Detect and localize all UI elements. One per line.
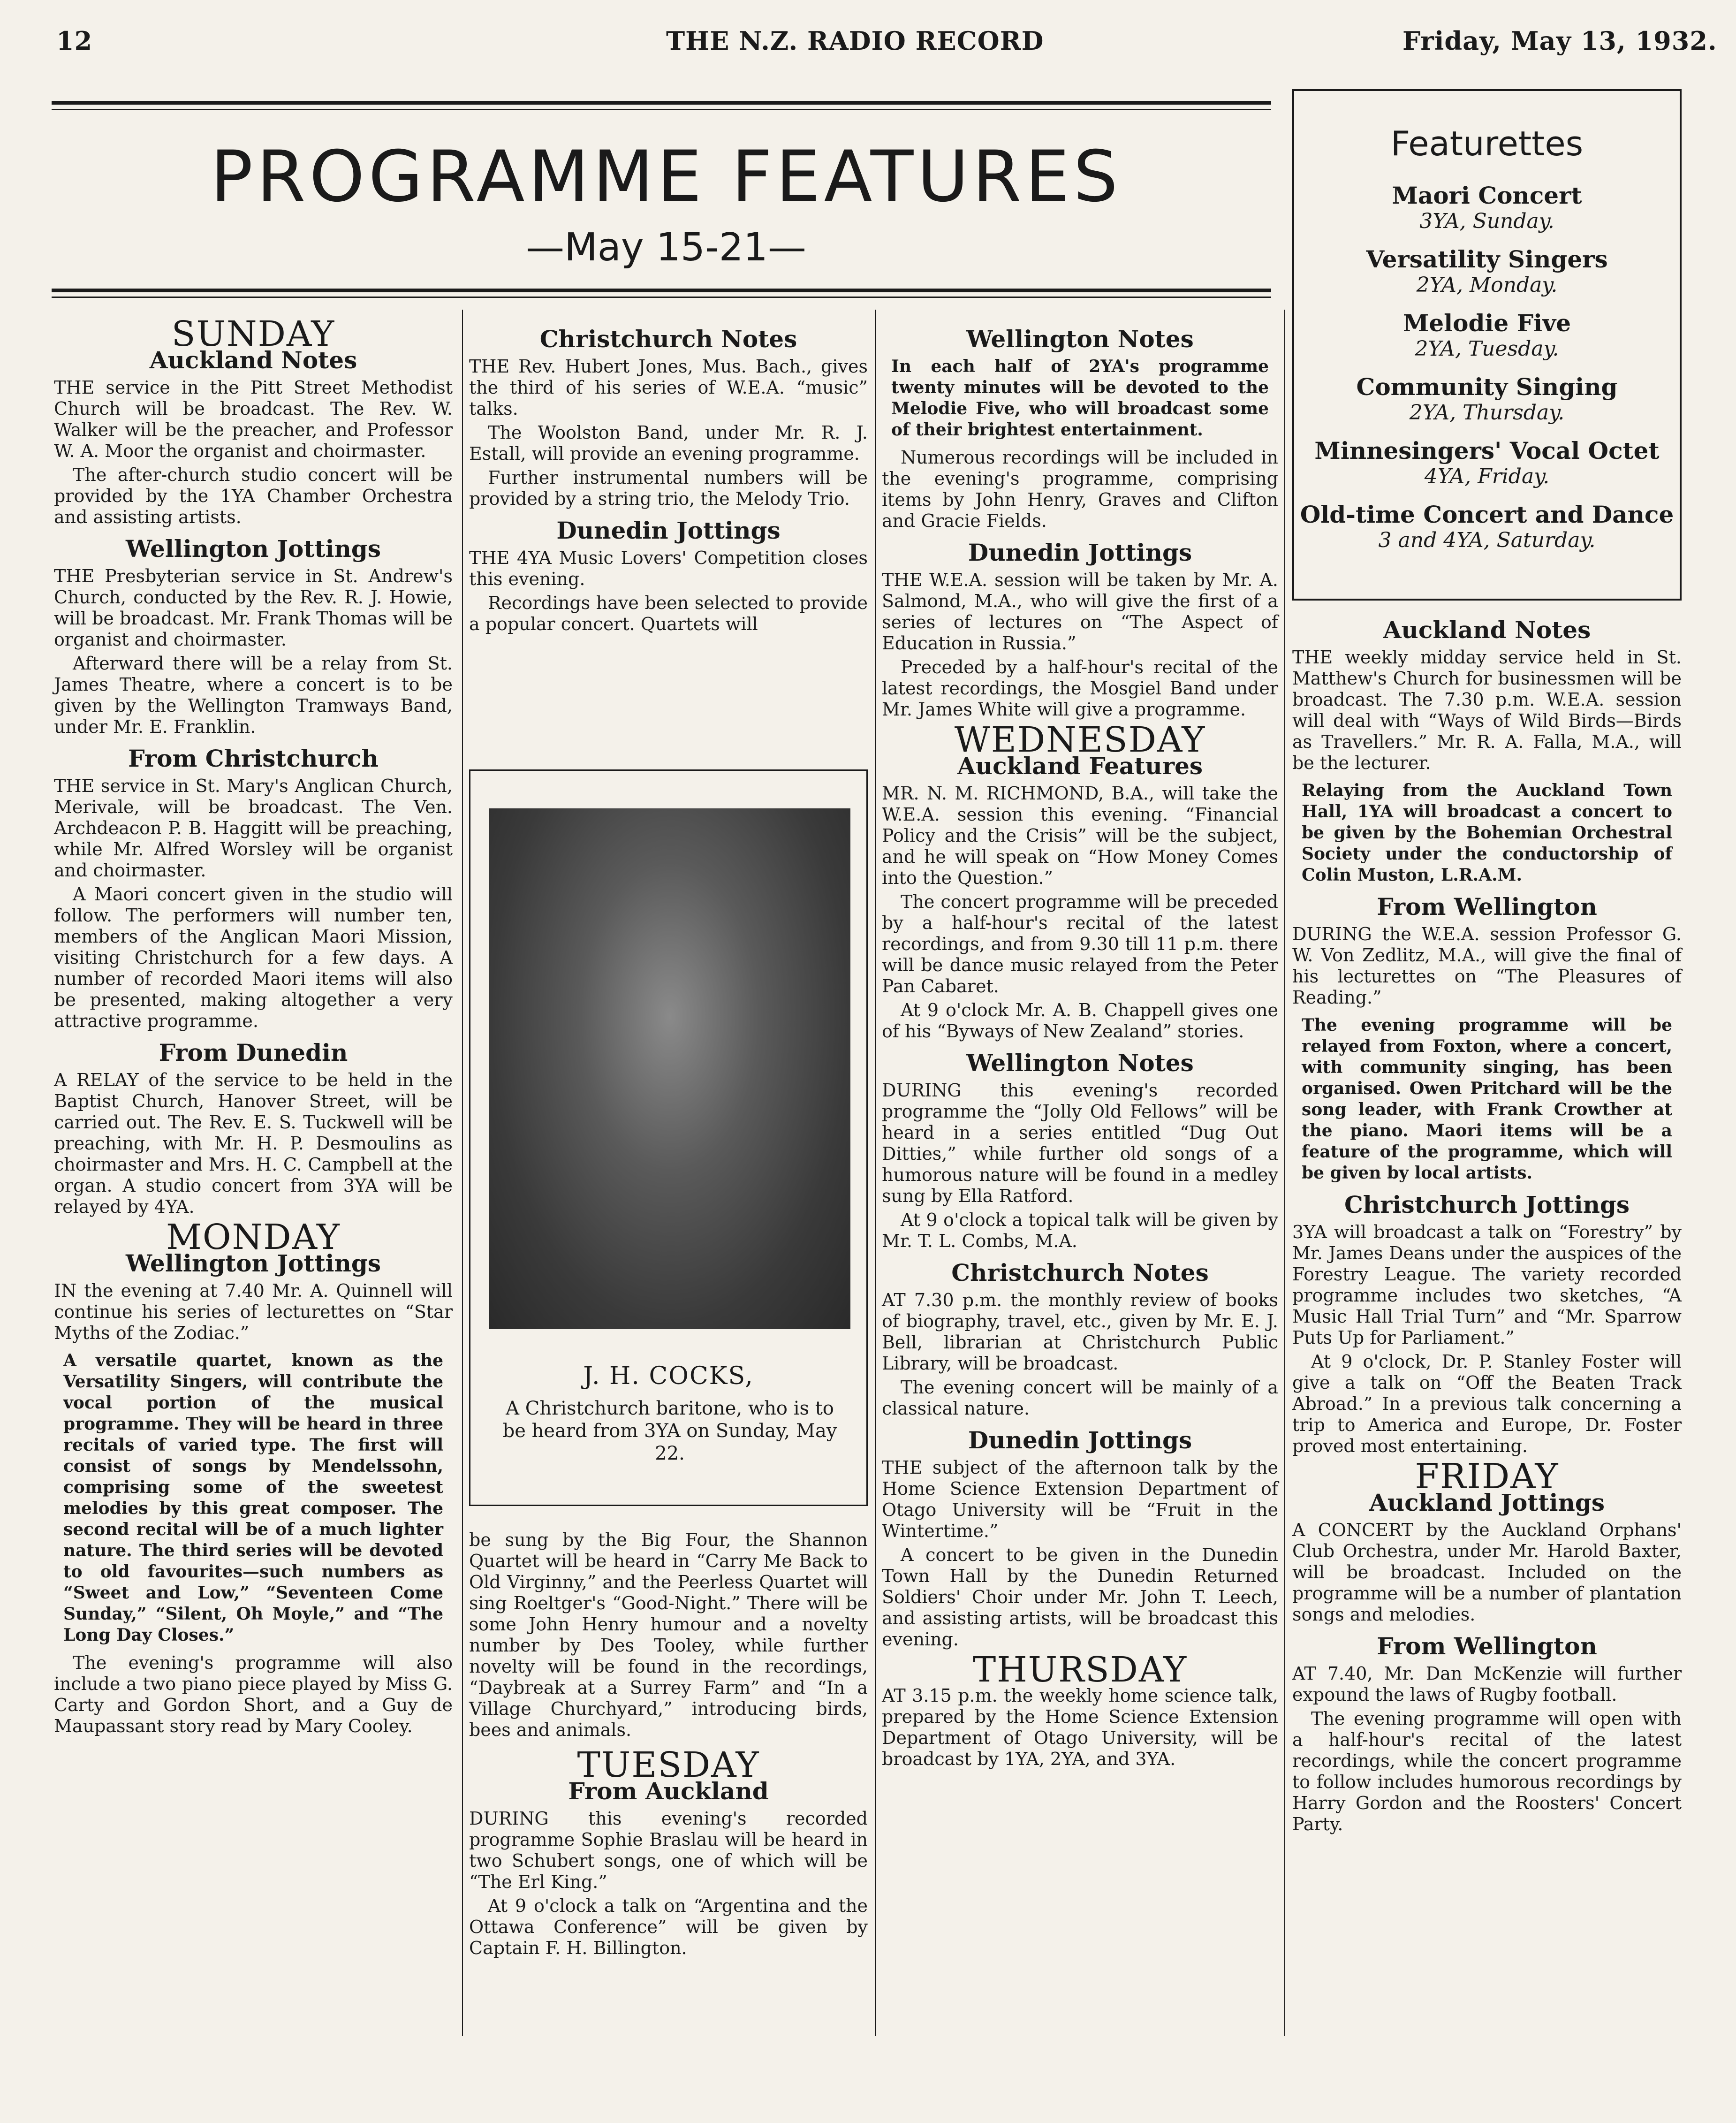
- section-heading: Dunedin Jottings: [556, 517, 781, 544]
- paragraph: THE weekly midday service held in St. Matthew's Church for businessmen will be broadcast. The 7.30 p.m. W.E.A. session will deal with “Ways of Wild Birds—Birds as Travellers.” Mr. R. A. Falla, M.A., will be the lecturer.: [1292, 647, 1682, 773]
- section-heading: Wellington Jottings: [125, 1249, 381, 1277]
- paragraph: THE 4YA Music Lovers' Competition closes this evening.: [469, 548, 868, 589]
- featurette-when: 4YA, Friday.: [1424, 464, 1550, 488]
- paragraph: The evening concert will be mainly of a classical nature.: [882, 1377, 1278, 1419]
- column-divider: [1284, 310, 1285, 2036]
- paragraph: IN the evening at 7.40 Mr. A. Quinnell will continue his series of lecturettes on “Star Myths of the Zodiac.”: [54, 1280, 453, 1343]
- section-heading: Dunedin Jottings: [968, 1426, 1192, 1454]
- paragraph: Recordings have been selected to provide a popular concert. Quartets will: [469, 593, 868, 634]
- paragraph: The concert programme will be preceded by a half-hour's recital of the latest recordings, and from 9.30 till 11 p.m. there will be dance music relayed from the Peter Pan Cabaret.: [882, 891, 1278, 997]
- paragraph: 3YA will broadcast a talk on “Forestry” by Mr. James Deans under the auspices of the Forestry League. The variety recorded programme includes two sketches, “A Music Hall Trial Turn” and “Mr. Sparrow Puts Up for Parliament.”: [1292, 1222, 1682, 1348]
- section-heading: From Dunedin: [159, 1039, 348, 1066]
- featurette-name: Minnesingers' Vocal Octet: [1314, 437, 1660, 464]
- paragraph: A Maori concert given in the studio will follow. The performers will number ten, members of the Anglican Maori Mission, visiting Christchurch for a few days. A number of recorded Maori items will also be presented, making altogether a very attractive programme.: [54, 884, 453, 1031]
- column-divider: [462, 310, 463, 2036]
- featurette-name: Melodie Five: [1402, 309, 1571, 337]
- paragraph: The evening programme will open with a half-hour's recital of the latest recordings, while the concert programme to follow includes humorous recordings by Harry Gordon and the Roosters' Concert Party.: [1292, 1708, 1682, 1834]
- paragraph: THE service in the Pitt Street Methodist Church will be broadcast. The Rev. W. Walker will be the preacher, and Professor W. A. Moor the organist and choirmaster.: [54, 377, 453, 461]
- column-1: [54, 314, 453, 1737]
- featurette-item: [1294, 437, 1680, 489]
- column-4: [1292, 615, 1682, 1835]
- paragraph-bold: The evening programme will be relayed from Foxton, where a concert, with community singing, has been organised. Owen Pritchard will be the song leader, with Frank Crowther at the piano. Maori items will be a feature of the programme, which will be given by local artists.: [1302, 1015, 1672, 1183]
- featurette-item: [1294, 501, 1680, 553]
- paragraph: THE W.E.A. session will be taken by Mr. A. Salmond, M.A., who will give the first of a series of lectures on “The Aspect of Education in Russia.”: [882, 570, 1278, 654]
- section-heading: Christchurch Jottings: [1344, 1191, 1630, 1218]
- paragraph-bold: A versatile quartet, known as the Versatility Singers, will contribute the vocal portion of the musical programme. They will be heard in three recitals of varied type. The first will consist of songs by Mendelssohn, comprising some of the sweetest melodies by this great composer. The second recital will be of a much lighter nature. The third series will be devoted to old favourites—such numbers as “Sweet and Low,” “Seventeen Come Sunday,” “Silent, Oh Moyle,” and “The Long Day Closes.”: [63, 1351, 443, 1645]
- paragraph: Further instrumental numbers will be provided by a string trio, the Melody Trio.: [469, 467, 868, 509]
- paragraph: A concert to be given in the Dunedin Town Hall by the Dunedin Returned Soldiers' Choir under Mr. John T. Leech, and assisting artists, will be broadcast this evening.: [882, 1545, 1278, 1650]
- paragraph: At 9 o'clock Mr. A. B. Chappell gives one of his “Byways of New Zealand” stories.: [882, 1000, 1278, 1042]
- paragraph: DURING the W.E.A. session Professor G. W. Von Zedlitz, M.A., will give the final of his lecturettes on “The Pleasures of Reading.”: [1292, 924, 1682, 1008]
- title-rule: [52, 289, 1271, 292]
- day-heading-friday: FRIDAY: [1415, 1456, 1559, 1497]
- publication-name: THE N.Z. RADIO RECORD: [666, 26, 1044, 56]
- day-heading-wednesday: WEDNESDAY: [954, 720, 1206, 760]
- paragraph: Preceded by a half-hour's recital of the latest recordings, the Mosgiel Band under Mr. James White will give a programme.: [882, 657, 1278, 720]
- featurette-when: 3YA, Sunday.: [1419, 209, 1554, 233]
- paragraph: The after-church studio concert will be provided by the 1YA Chamber Orchestra and assisting artists.: [54, 464, 453, 527]
- header-rule: [52, 101, 1271, 105]
- section-heading: Wellington Notes: [966, 1049, 1194, 1077]
- section-heading: Auckland Notes: [149, 346, 357, 374]
- paragraph: MR. N. M. RICHMOND, B.A., will take the W.E.A. session this evening. “Financial Policy and the Crisis” will be the subject, and he will speak on “How Money Comes into the Question.”: [882, 783, 1278, 888]
- photo-name: J. H. COCKS,: [583, 1362, 754, 1390]
- page-subtitle: —May 15-21—: [526, 225, 806, 270]
- section-heading: Wellington Notes: [966, 325, 1194, 353]
- section-heading: From Christchurch: [128, 745, 379, 772]
- issue-date: Friday, May 13, 1932.: [1402, 26, 1717, 56]
- day-heading-tuesday: TUESDAY: [577, 1745, 760, 1785]
- featurette-name: Old-time Concert and Dance: [1300, 501, 1674, 528]
- paragraph: The Woolston Band, under Mr. R. J. Estall, will provide an evening programme.: [469, 422, 868, 464]
- paragraph: THE Rev. Hubert Jones, Mus. Bach., gives the third of his series of W.E.A. “music” talks.: [469, 356, 868, 419]
- featurette-when: 3 and 4YA, Saturday.: [1378, 528, 1596, 552]
- featurette-when: 2YA, Thursday.: [1409, 401, 1565, 425]
- paragraph-bold: In each half of 2YA's programme twenty minutes will be devoted to the Melodie Five, who will broadcast some of their brightest entertainment.: [891, 357, 1269, 440]
- section-heading: From Wellington: [1377, 1632, 1597, 1660]
- featurette-name: Maori Concert: [1392, 182, 1582, 209]
- featurette-name: Community Singing: [1356, 373, 1618, 401]
- featurettes-box: [1292, 89, 1682, 601]
- paragraph: AT 7.30 p.m. the monthly review of books of biography, travel, etc., given by Mr. E. J. Bell, librarian at Christchurch Public Library, will be broadcast.: [882, 1290, 1278, 1374]
- paragraph: DURING this evening's recorded programme the “Jolly Old Fellows” will be heard in a series entitled “Dug Out Ditties,” while further old songs of a humorous nature will be found in a medley sung by Ella Ratford.: [882, 1080, 1278, 1206]
- paragraph: DURING this evening's recorded programme Sophie Braslau will be heard in two Schubert songs, one of which will be “The Erl King.”: [469, 1808, 868, 1892]
- section-heading: From Auckland: [568, 1777, 769, 1805]
- paragraph: Numerous recordings will be included in the evening's programme, comprising items by John Henry, Graves and Clifton and Gracie Fields.: [882, 447, 1278, 531]
- section-heading: Auckland Notes: [1383, 616, 1591, 644]
- photo-box: [469, 769, 868, 1506]
- paragraph: AT 7.40, Mr. Dan McKenzie will further expound the laws of Rugby football.: [1292, 1663, 1682, 1705]
- paragraph: AT 3.15 p.m. the weekly home science talk, prepared by the Home Science Extension Department of Otago University, will be broadcast by 1YA, 2YA, and 3YA.: [882, 1685, 1278, 1769]
- section-heading: Auckland Features: [957, 752, 1203, 780]
- column-2-top: [469, 319, 868, 635]
- day-heading-monday: MONDAY: [166, 1217, 341, 1257]
- day-heading-sunday: SUNDAY: [171, 314, 335, 354]
- title-rule-thin: [52, 297, 1271, 298]
- featurette-item: [1294, 310, 1680, 361]
- paragraph: be sung by the Big Four, the Shannon Quartet will be heard in “Carry Me Back to Old Virginny,” and the Peerless Quartet will sing Roeltger's “Good-Night.” There will be some John Henry humour and a novelty number by Des Tooley, while further novelty will be found in the recordings, “Daybreak at a Surrey Farm” and “In a Village Churchyard,” introducing birds, bees and animals.: [469, 1529, 868, 1740]
- day-heading-thursday: THURSDAY: [972, 1650, 1188, 1690]
- paragraph: THE Presbyterian service in St. Andrew's Church, conducted by the Rev. R. J. Howie, will be broadcast. Mr. Frank Thomas will be organist and choirmaster.: [54, 566, 453, 650]
- page-title: PROGRAMME FEATURES: [210, 136, 1122, 218]
- section-heading: Wellington Jottings: [125, 535, 381, 563]
- paragraph: At 9 o'clock a talk on “Argentina and the Ottawa Conference” will be given by Captain F. H. Billington.: [469, 1895, 868, 1958]
- section-heading: Christchurch Notes: [951, 1259, 1209, 1286]
- featurette-when: 2YA, Monday.: [1416, 273, 1558, 297]
- section-heading: Dunedin Jottings: [968, 539, 1192, 566]
- featurette-name: Versatility Singers: [1366, 245, 1608, 273]
- section-heading: Auckland Jottings: [1369, 1489, 1605, 1516]
- page-number: 12: [56, 26, 93, 56]
- paragraph: A RELAY of the service to be held in the Baptist Church, Hanover Street, will be carried out. The Rev. E. S. Tuckwell will be preaching, with Mr. H. P. Desmoulins as choirmaster and Mrs. H. C. Campbell at the organ. A studio concert from 3YA will be relayed by 4YA.: [54, 1070, 453, 1217]
- section-heading: Christchurch Notes: [539, 325, 797, 353]
- section-heading: From Wellington: [1377, 893, 1597, 921]
- paragraph: A CONCERT by the Auckland Orphans' Club Orchestra, under Mr. Harold Baxter, will be broadcast. Included on the programme will be a number of plantation songs and melodies.: [1292, 1520, 1682, 1625]
- header-rule-thin: [52, 109, 1271, 110]
- featurette-item: [1294, 182, 1680, 234]
- paragraph: The evening's programme will also include a two piano piece played by Miss G. Carty and Gordon Short, and a Guy de Maupassant story read by Mary Cooley.: [54, 1652, 453, 1736]
- portrait-photo: [489, 808, 850, 1329]
- paragraph: At 9 o'clock a topical talk will be given by Mr. T. L. Combs, M.A.: [882, 1210, 1278, 1251]
- paragraph-bold: Relaying from the Auckland Town Hall, 1YA will broadcast a concert to be given by the Bohemian Orchestral Society under the conductorship of Colin Muston, L.R.A.M.: [1302, 781, 1672, 885]
- photo-caption: A Christchurch baritone, who is to be heard from 3YA on Sunday, May 22.: [502, 1398, 837, 1464]
- paragraph: THE subject of the afternoon talk by the Home Science Extension Department of Otago University will be “Fruit in the Wintertime.”: [882, 1457, 1278, 1541]
- featurette-item: [1294, 246, 1680, 297]
- paragraph: At 9 o'clock, Dr. P. Stanley Foster will give a talk on “Off the Beaten Track Abroad.” In a previous talk concerning a trip to America and Europe, Dr. Foster proved most entertaining.: [1292, 1351, 1682, 1456]
- featurette-item: [1294, 373, 1680, 425]
- paragraph: THE service in St. Mary's Anglican Church, Merivale, will be broadcast. The Ven. Archdeacon P. B. Haggitt will be preaching, while Mr. Alfred Worsley will be organist and choirmaster.: [54, 776, 453, 881]
- column-divider: [875, 310, 876, 2036]
- paragraph: Afterward there will be a relay from St. James Theatre, where a concert is to be given by the Wellington Tramways Band, under Mr. E. Franklin.: [54, 653, 453, 737]
- column-2-bottom: [469, 1529, 868, 1959]
- featurettes-heading: Featurettes: [1390, 124, 1584, 163]
- featurette-when: 2YA, Tuesday.: [1415, 337, 1559, 361]
- column-3: [882, 319, 1278, 1770]
